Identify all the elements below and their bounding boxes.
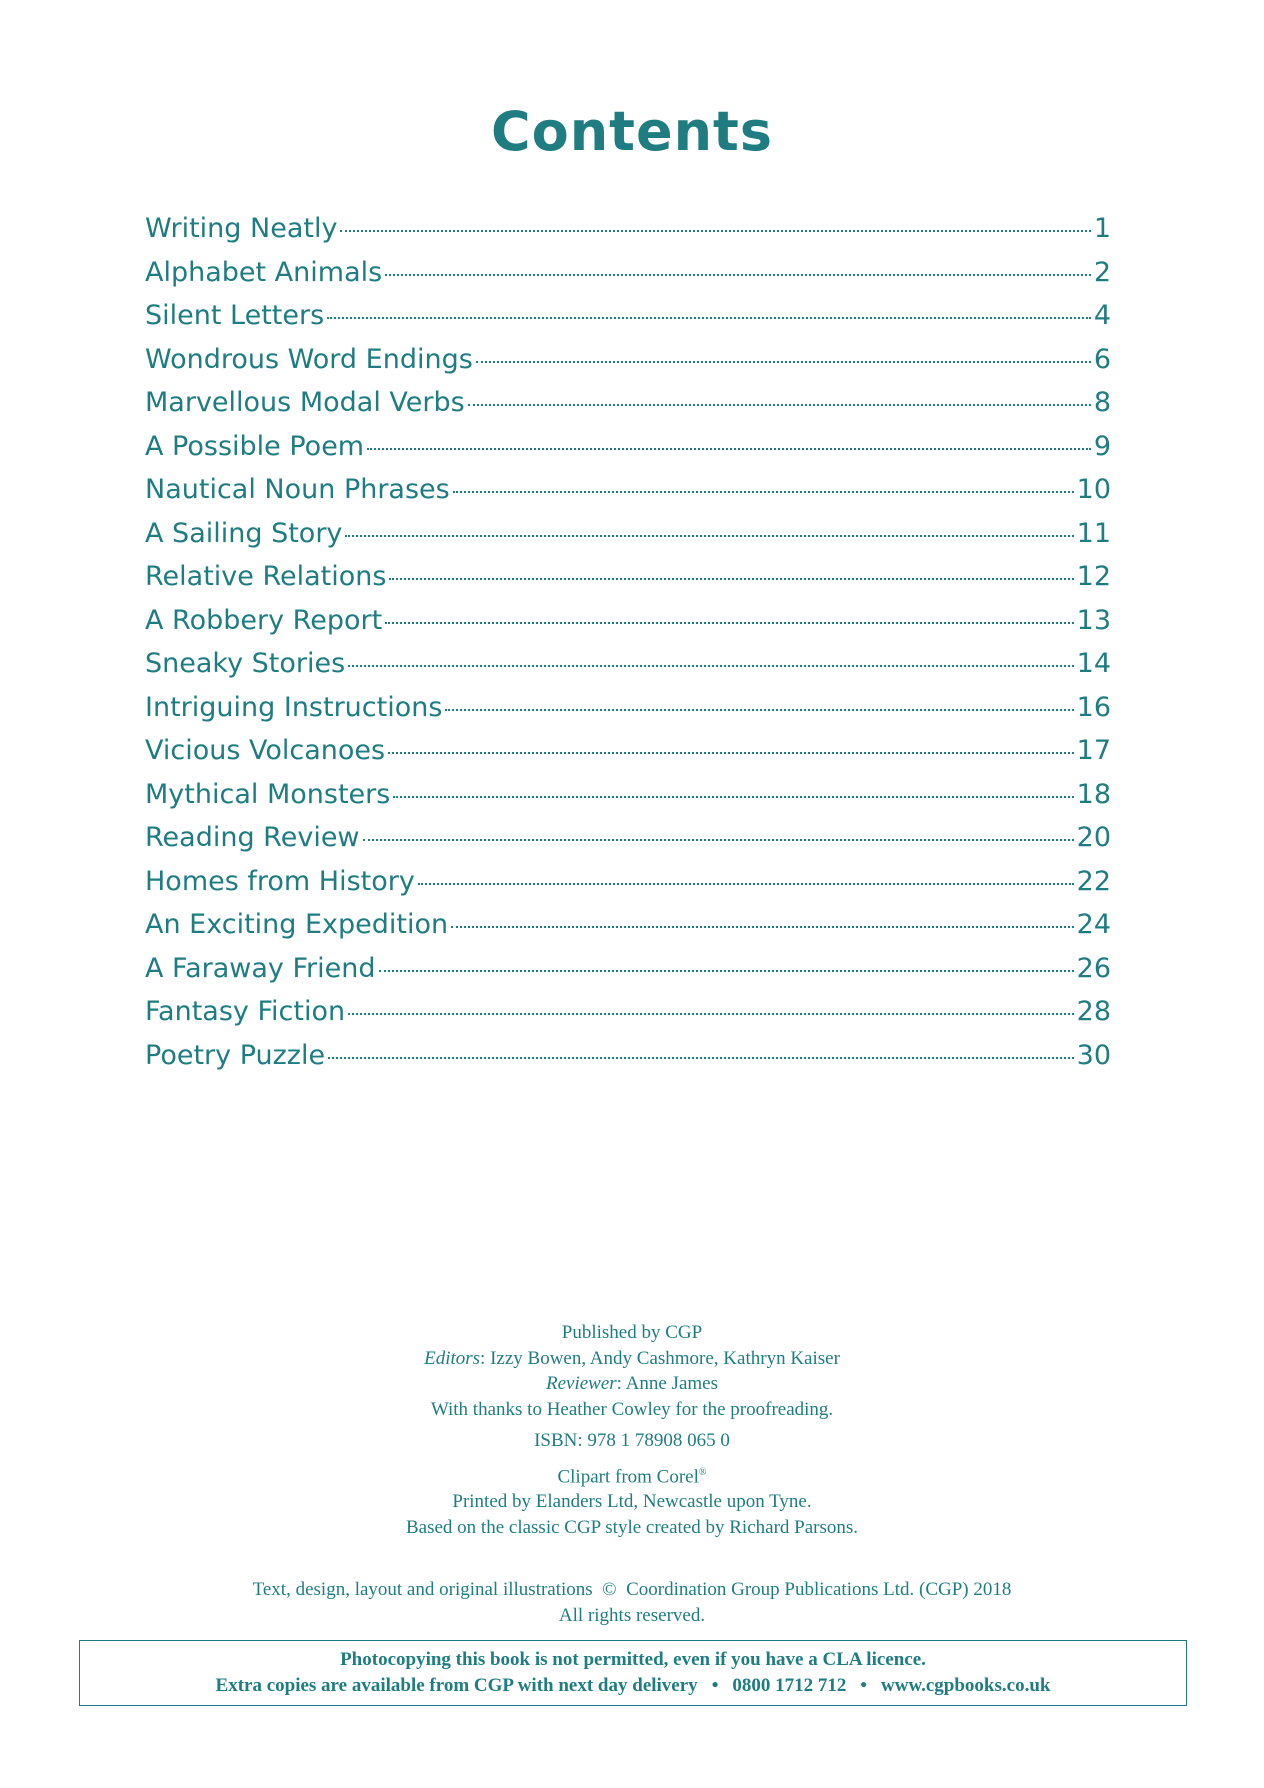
printer-line: Printed by Elanders Ltd, Newcastle upon Tyne. bbox=[452, 1491, 812, 1513]
toc-entry-title: Nautical Noun Phrases bbox=[145, 474, 450, 505]
toc-entry-title: Intriguing Instructions bbox=[145, 691, 443, 723]
toc-entry-title: Mythical Monsters bbox=[145, 778, 391, 810]
rights-line: All rights reserved. bbox=[558, 1604, 706, 1626]
toc-entry-title: Fantasy Fiction bbox=[145, 996, 346, 1027]
style-line: Based on the classic CGP style created by Richard Parsons. bbox=[405, 1516, 859, 1538]
toc-entry[interactable] bbox=[145, 213, 1111, 257]
toc-entry-title: Poetry Puzzle bbox=[145, 1039, 326, 1071]
toc-entry-page: 1 bbox=[1093, 213, 1111, 244]
toc-entry-title: Homes from History bbox=[145, 865, 415, 897]
dot-leader bbox=[327, 317, 1091, 319]
dot-leader bbox=[367, 448, 1091, 450]
bullet-separator: • bbox=[711, 1674, 719, 1696]
toc-entry[interactable] bbox=[145, 953, 1111, 997]
editors-line bbox=[0, 1346, 1264, 1372]
toc-entry-title: A Possible Poem bbox=[145, 430, 365, 462]
toc-entry-page: 2 bbox=[1093, 256, 1111, 288]
dot-leader bbox=[385, 274, 1091, 276]
page-title: Contents bbox=[490, 100, 773, 163]
table-of-contents bbox=[145, 213, 1111, 1083]
toc-entry-title: Sneaky Stories bbox=[145, 648, 346, 679]
toc-entry[interactable] bbox=[145, 474, 1111, 518]
photocopy-notice-box bbox=[79, 1640, 1187, 1706]
dot-leader bbox=[418, 883, 1074, 885]
toc-entry-title: A Robbery Report bbox=[145, 604, 383, 636]
publisher-line: Published by CGP bbox=[561, 1322, 703, 1343]
toc-entry-title: Vicious Volcanoes bbox=[145, 735, 386, 766]
toc-entry-title: Wondrous Word Endings bbox=[145, 343, 473, 375]
toc-entry-title: Silent Letters bbox=[145, 300, 325, 331]
toc-entry-page: 18 bbox=[1076, 778, 1111, 810]
toc-entry[interactable] bbox=[145, 561, 1111, 605]
toc-entry[interactable] bbox=[145, 692, 1111, 736]
editors-label: Editors bbox=[424, 1347, 481, 1369]
dot-leader bbox=[328, 1057, 1074, 1059]
toc-entry-title: Reading Review bbox=[145, 822, 360, 853]
reviewer-line bbox=[0, 1371, 1264, 1397]
dot-leader bbox=[385, 622, 1073, 624]
dot-leader bbox=[348, 665, 1073, 667]
toc-entry[interactable] bbox=[145, 300, 1111, 344]
dot-leader bbox=[451, 926, 1073, 928]
toc-entry-title: Marvellous Modal Verbs bbox=[145, 387, 465, 418]
toc-entry-page: 9 bbox=[1093, 430, 1111, 462]
toc-entry-page: 30 bbox=[1076, 1039, 1111, 1071]
reviewer-label: Reviewer bbox=[545, 1373, 617, 1394]
toc-entry-page: 4 bbox=[1093, 300, 1111, 331]
toc-entry[interactable] bbox=[145, 605, 1111, 649]
dot-leader bbox=[340, 230, 1090, 232]
toc-entry-title: Alphabet Animals bbox=[145, 256, 383, 288]
toc-entry-title: A Faraway Friend bbox=[145, 952, 376, 984]
copyright-notice bbox=[0, 1577, 1264, 1628]
isbn-line: ISBN: 978 1 78908 065 0 bbox=[534, 1430, 730, 1451]
dot-leader bbox=[363, 839, 1074, 841]
phone-number: 0800 1712 712 bbox=[732, 1674, 847, 1696]
toc-entry-page: 10 bbox=[1076, 474, 1111, 505]
clipart-line bbox=[0, 1460, 1264, 1490]
toc-entry[interactable] bbox=[145, 387, 1111, 431]
publication-credits bbox=[0, 1320, 1264, 1540]
toc-entry-title: A Sailing Story bbox=[145, 517, 343, 549]
copyright-line: Text, design, layout and original illustrations © Coordination Group Publications Ltd. (CGP) 2018 bbox=[252, 1579, 1012, 1600]
dot-leader bbox=[345, 535, 1073, 537]
toc-entry[interactable] bbox=[145, 909, 1111, 953]
toc-entry-page: 28 bbox=[1076, 996, 1111, 1027]
toc-entry-page: 12 bbox=[1076, 561, 1111, 592]
dot-leader bbox=[453, 491, 1074, 493]
toc-entry-title: Relative Relations bbox=[145, 561, 387, 592]
toc-entry-page: 6 bbox=[1093, 343, 1111, 375]
toc-entry-page: 22 bbox=[1076, 865, 1111, 897]
toc-entry[interactable] bbox=[145, 518, 1111, 562]
dot-leader bbox=[348, 1013, 1074, 1015]
toc-entry[interactable] bbox=[145, 431, 1111, 475]
toc-entry[interactable] bbox=[145, 648, 1111, 692]
dot-leader bbox=[393, 796, 1073, 798]
dot-leader bbox=[468, 404, 1091, 406]
toc-entry[interactable] bbox=[145, 1040, 1111, 1084]
toc-entry-page: 13 bbox=[1076, 604, 1111, 636]
toc-entry[interactable] bbox=[145, 866, 1111, 910]
photocopy-line: Photocopying this book is not permitted, even if you have a CLA licence. bbox=[340, 1649, 926, 1670]
editors-names: : Izzy Bowen, Andy Cashmore, Kathryn Kaiser bbox=[480, 1347, 840, 1369]
toc-entry[interactable] bbox=[145, 257, 1111, 301]
toc-entry[interactable] bbox=[145, 344, 1111, 388]
dot-leader bbox=[445, 709, 1073, 711]
toc-entry-title: An Exciting Expedition bbox=[145, 909, 449, 940]
toc-entry-page: 17 bbox=[1076, 735, 1111, 766]
toc-entry-title: Writing Neatly bbox=[145, 213, 338, 244]
toc-entry[interactable] bbox=[145, 822, 1111, 866]
toc-entry[interactable] bbox=[145, 735, 1111, 779]
dot-leader bbox=[379, 970, 1074, 972]
toc-entry-page: 16 bbox=[1076, 691, 1111, 723]
toc-entry-page: 26 bbox=[1076, 952, 1111, 984]
registered-mark: ® bbox=[698, 1466, 707, 1478]
reviewer-name: : Anne James bbox=[616, 1373, 718, 1394]
toc-entry[interactable] bbox=[145, 996, 1111, 1040]
copies-line bbox=[80, 1673, 1186, 1699]
toc-entry[interactable] bbox=[145, 779, 1111, 823]
clipart-text: Clipart from Corel bbox=[557, 1465, 699, 1487]
toc-entry-page: 14 bbox=[1076, 648, 1111, 679]
dot-leader bbox=[389, 578, 1073, 580]
toc-entry-page: 24 bbox=[1076, 909, 1111, 940]
dot-leader bbox=[388, 752, 1074, 754]
website-link[interactable]: www.cgpbooks.co.uk bbox=[881, 1674, 1051, 1696]
copies-text: Extra copies are available from CGP with next day delivery bbox=[215, 1674, 698, 1696]
toc-entry-page: 11 bbox=[1076, 517, 1111, 549]
dot-leader bbox=[476, 361, 1091, 363]
thanks-line: With thanks to Heather Cowley for the proofreading. bbox=[430, 1398, 834, 1420]
toc-entry-page: 20 bbox=[1076, 822, 1111, 853]
toc-entry-page: 8 bbox=[1093, 387, 1111, 418]
bullet-separator: • bbox=[860, 1674, 867, 1696]
